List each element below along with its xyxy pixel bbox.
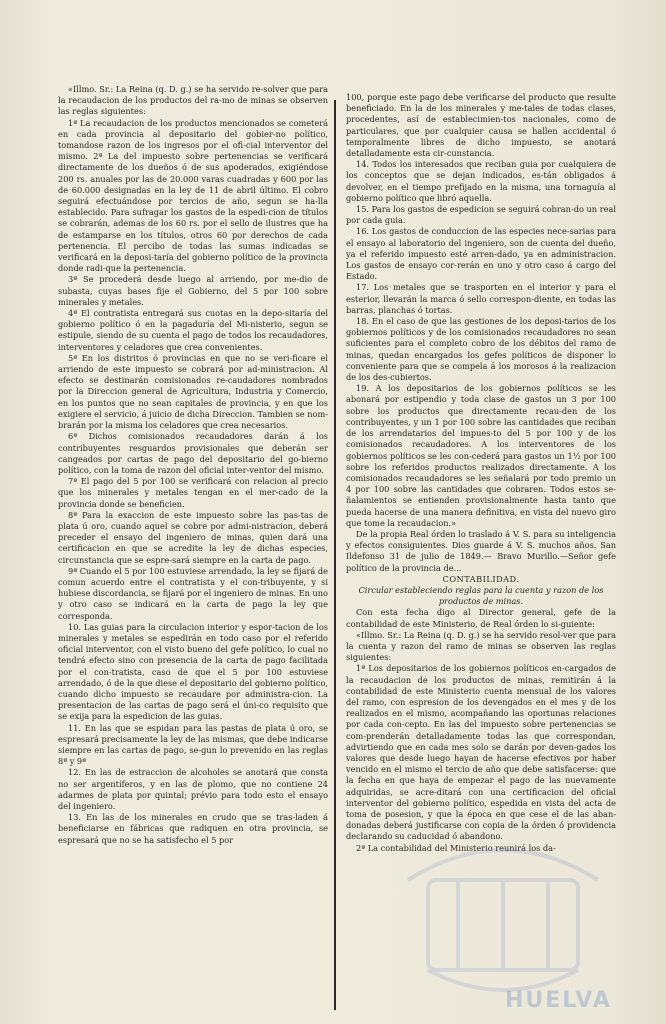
paragraph: 2ª La contabilidad del Ministerio reunirá los da- xyxy=(356,842,556,853)
paragraph: Con esta fecha digo al Director general, gefe de la contabilidad de este Ministerio, de Real órden lo si-guiente: xyxy=(346,607,616,629)
paragraph: 18. En el caso de que las gestiones de los deposi-tarios de los gobiernos políticos y de los comisionados recaudadores no sean suficientes para el completo cobro de los débitos del ramo de minas, quedan encargados los gefes políticos de disponer lo conveniente para que se compela á los morosos á la realizacion de los des-cubiertos. xyxy=(346,316,616,383)
paragraph: 19. A los depositarios de los gobiernos políticos se les abonará por estipendio y toda clase de gastos un 3 por 100 sobre los productos que directamente recau-den de los contribuyentes, y un 1 por 100 sobre las cantidades que reciban de los arrendatarios del impues-to del 5 por 100 y de los comisionados recaudadores. A los interventores de los gobiernos políticos se les con-cederá para gastos un 1½ por 100 sobre los referidos productos realizados directamente. A los comisionados recaudadores se les señalará por todo premio un 4 por 100 sobre las cantidades que cobraren. Todos estos se-ñalamientos se entienden provisionalmente hasta tanto que pueda hacerse de una manera definitiva, en vista del nuevo giro que tome la recaudacion.» xyxy=(346,383,616,528)
paragraph: 12. En las de estraccion de alcoholes se anotará que consta no ser argentíferos, y en las de plomo, que no contiene 24 adarmes de plata por quintal; prévio para todo esto el ensayo del ingeniero. xyxy=(58,767,328,811)
paragraph: 6ª Dichos comisionados recaudadores darán á los contribuyentes resguardos provisionales que deberán ser cangeados por cartas de pago del depositario del go-bierno político, con la toma de razon del oficial inter-ventor del mismo. xyxy=(58,431,328,475)
watermark-label: HUELVA xyxy=(505,988,612,1013)
paragraph: 14. Todos los interesados que reciban guia por cualquiera de los conceptos que se dejan indicados, es-tán obligados á devolver, en el tiempo prefijado en la misma, una tornaguía al gobierno político que libró aquella. xyxy=(346,159,616,203)
paragraph: 7ª El pago del 5 por 100 se verificará con relacion al precio que los minerales y metales tengan en el mer-cado de la provincia donde se beneficien. xyxy=(58,476,328,509)
paragraph: 4ª El contratista entregará sus cuotas en la depo-sitaría del gobierno político ó en la pagaduría del Mi-nisterio, segun se estipule, siendo de su cuenta el pago de todos los recaudadores, interventores y celadores que crea convenientes. xyxy=(58,308,328,352)
circular-title: Circular estableciendo reglas para la cuenta y razon de los productos de minas. xyxy=(358,584,604,607)
paragraph: 17. Los metales que se trasporten en el interior y para el esterior, llevarán la marca ó sello correspon-diente, en todas las barras, planchas ó tortas. xyxy=(346,282,616,315)
paragraph: De la propia Real órden lo traslado á V. S. para su inteligencia y efectos consiguientes. Dios guarde á V. S. muchos años. San Ildefonso 31 de julio de 1849.— Bravo Murillo.—Señor gefe político de la provincia de... xyxy=(346,528,616,573)
paragraph: 16. Los gastos de conduccion de las especies nece-sarias para el ensayo al laboratorio del ingeniero, son de cuenta del dueño, ya el referido impuesto esté arren-dado, ya en administracion. Los gastos de ensayo cor-rerán en uno y otro caso á cargo del Estado. xyxy=(346,226,616,282)
paragraph: 11. En las que se espidan para las pastas de plata ú oro, se espresará precisamente la ley de las mismas, que debe indicarse siempre en las cartas de pago, se-gun lo prevenido en las reglas 8ª y 9ª xyxy=(58,722,328,767)
right-column xyxy=(346,92,616,854)
left-column xyxy=(58,84,328,846)
paragraph: 100, porque este pago debe verificarse del producto que resulte beneficiado. En la de los minerales y me-tales de todas clases, procedentes, así de establecimien-tos nacionales, como de particulares, que por cualquier causa se hallen accidental ó temporalmente libres de dicho impuesto, se anotará detalladamente esta cir-cunstancia. xyxy=(346,92,616,159)
paragraph: 5ª En los distritos ó provincias en que no se veri-ficare el arriendo de este impuesto se cobrará por ad-ministracion. Al efecto se destinarán comisionados re-caudadores nombrados por la Direccion general de Agricultura, Industria y Comercio, en los puntos que no sean capitales de provincia, y en que los exigiere el servicio, á juicio de dicha Direccion. Tambien se nom-brarán por la misma los celadores que crea necesarios. xyxy=(58,352,328,431)
paragraph: «Illmo. Sr.: La Reina (q. D. g.) se ha servido re-solver que para la recaudacion de los productos del ra-mo de minas se observen las reglas siguientes: xyxy=(58,84,328,117)
paragraph: 9ª Cuando el 5 por 100 estuviese arrendado, la ley se fijará de comun acuerdo entre el contratista y el con-tribuyente, y si hubiese discordancia, se fijará por el ingeniero de minas. En uno y otro caso se indicará en la carta de pago la ley que corresponda. xyxy=(58,565,328,621)
paragraph: 3ª Se procederá desde luego al arriendo, por me-dio de subasta, cuyas bases fije el Gobierno, del 5 por 100 sobre minerales y metales. xyxy=(58,274,328,307)
section-heading: CONTABILIDAD. xyxy=(442,573,520,584)
paragraph: 15. Para los gastos de espedicion se seguirá cobran-do un real por cada guia. xyxy=(346,204,616,226)
column-divider xyxy=(334,100,336,1010)
paragraph: 1ª La recaudacion de los productos mencionados se cometerá en cada provincia al depositario del gobier-no político, tomandose razon de los ingresos por el ofi-cial interventor del mismo. 2ª La del impuesto sobre pertenencias se verificará directamente de los dueños ó de sus apoderados, exigiéndose 200 rs. anuales por las de 20.000 varas cuadradas y 600 por las de 60.000 designadas en la ley de 11 de abril último. El cobro seguirá efectuándose por tercios de año, segun se ha-lla establecido. Para sufragar los gastos de la espedi-cion de títulos se cobrarán, ademas de los 60 rs. por el sello de ilustres que ha de estamparse en los títulos, otros 60 por derechos de cada pertenencia. El percibo de todas las sumas indicadas se verificará en la deposi-taría del gobierno político de la provincia donde radi-que la pertenencia. xyxy=(58,117,328,274)
paragraph: 1ª Los depositarios de los gobiernos políticos en-cargados de la recaudacion de los productos de minas, remitirán á la contabilidad de este Ministerio cuenta mensual de los valores del ramo, con espresion de los devengados en el mes y de los realizados en el mismo, acompañando las oportunas relaciones por cada con-cepto. En las del impuesto sobre pertenencias se com-prenderán detalladamente todas las que correspondan, advirtiendo que en cada mes solo se darán por deven-gados los valores que desde luego hayan de hacerse efectivos por haber vencido en el mismo el tercio de año que debe satisfacerse: que la fecha en que haya de empezar el pago de las nuevamente adquiridas, se acre-ditará con una certificacion del oficial interventor del gobierno político, espedida en vista del acta de toma de posesion, y que la época en que cese el de las aban-donadas deberá justificarse con copia de la órden ó providencia declarando su caducidad ó abandono. xyxy=(346,663,616,842)
paragraph: 8ª Para la exaccion de este impuesto sobre las pas-tas de plata ú oro, cuando aquel se cobre por admi-nistracion, deberá preceder el ensayo del ingeniero de minas, quien dará una certificacion en que se acredite la ley de dichas especies, circunstancia que se espre-sará siempre en la carta de pago. xyxy=(58,509,328,565)
paragraph: 10. Las guias para la circulacion interior y espor-tacion de los minerales y metales se espedirán en todo caso por el referido oficial interventor, con el visto bueno del gefe político, lo cual no tendrá efecto sino con presencia de la carta de pago facilitada por el con-tratista, caso de que el 5 por 100 estuviese arrendado, ó de la que diese el depositario del gobierno político, cuando dicho impuesto se recaudare por administra-cion. La presentacion de las cartas de pago será el úni-co requisito que se exija para la espedicion de las guias. xyxy=(58,621,328,722)
paragraph: 13. En las de los minerales en crudo que se tras-laden á beneficiarse en fábricas que radiquen en otra provincia, se espresará que no se ha satisfecho el 5 por xyxy=(58,812,328,845)
library-seal-watermark xyxy=(388,810,618,1015)
paragraph: «Illmo. Sr.: La Reina (q. D. g.) se ha servido resol-ver que para la cuenta y razon del ramo de minas se observen las reglas siguientes: xyxy=(346,629,616,663)
